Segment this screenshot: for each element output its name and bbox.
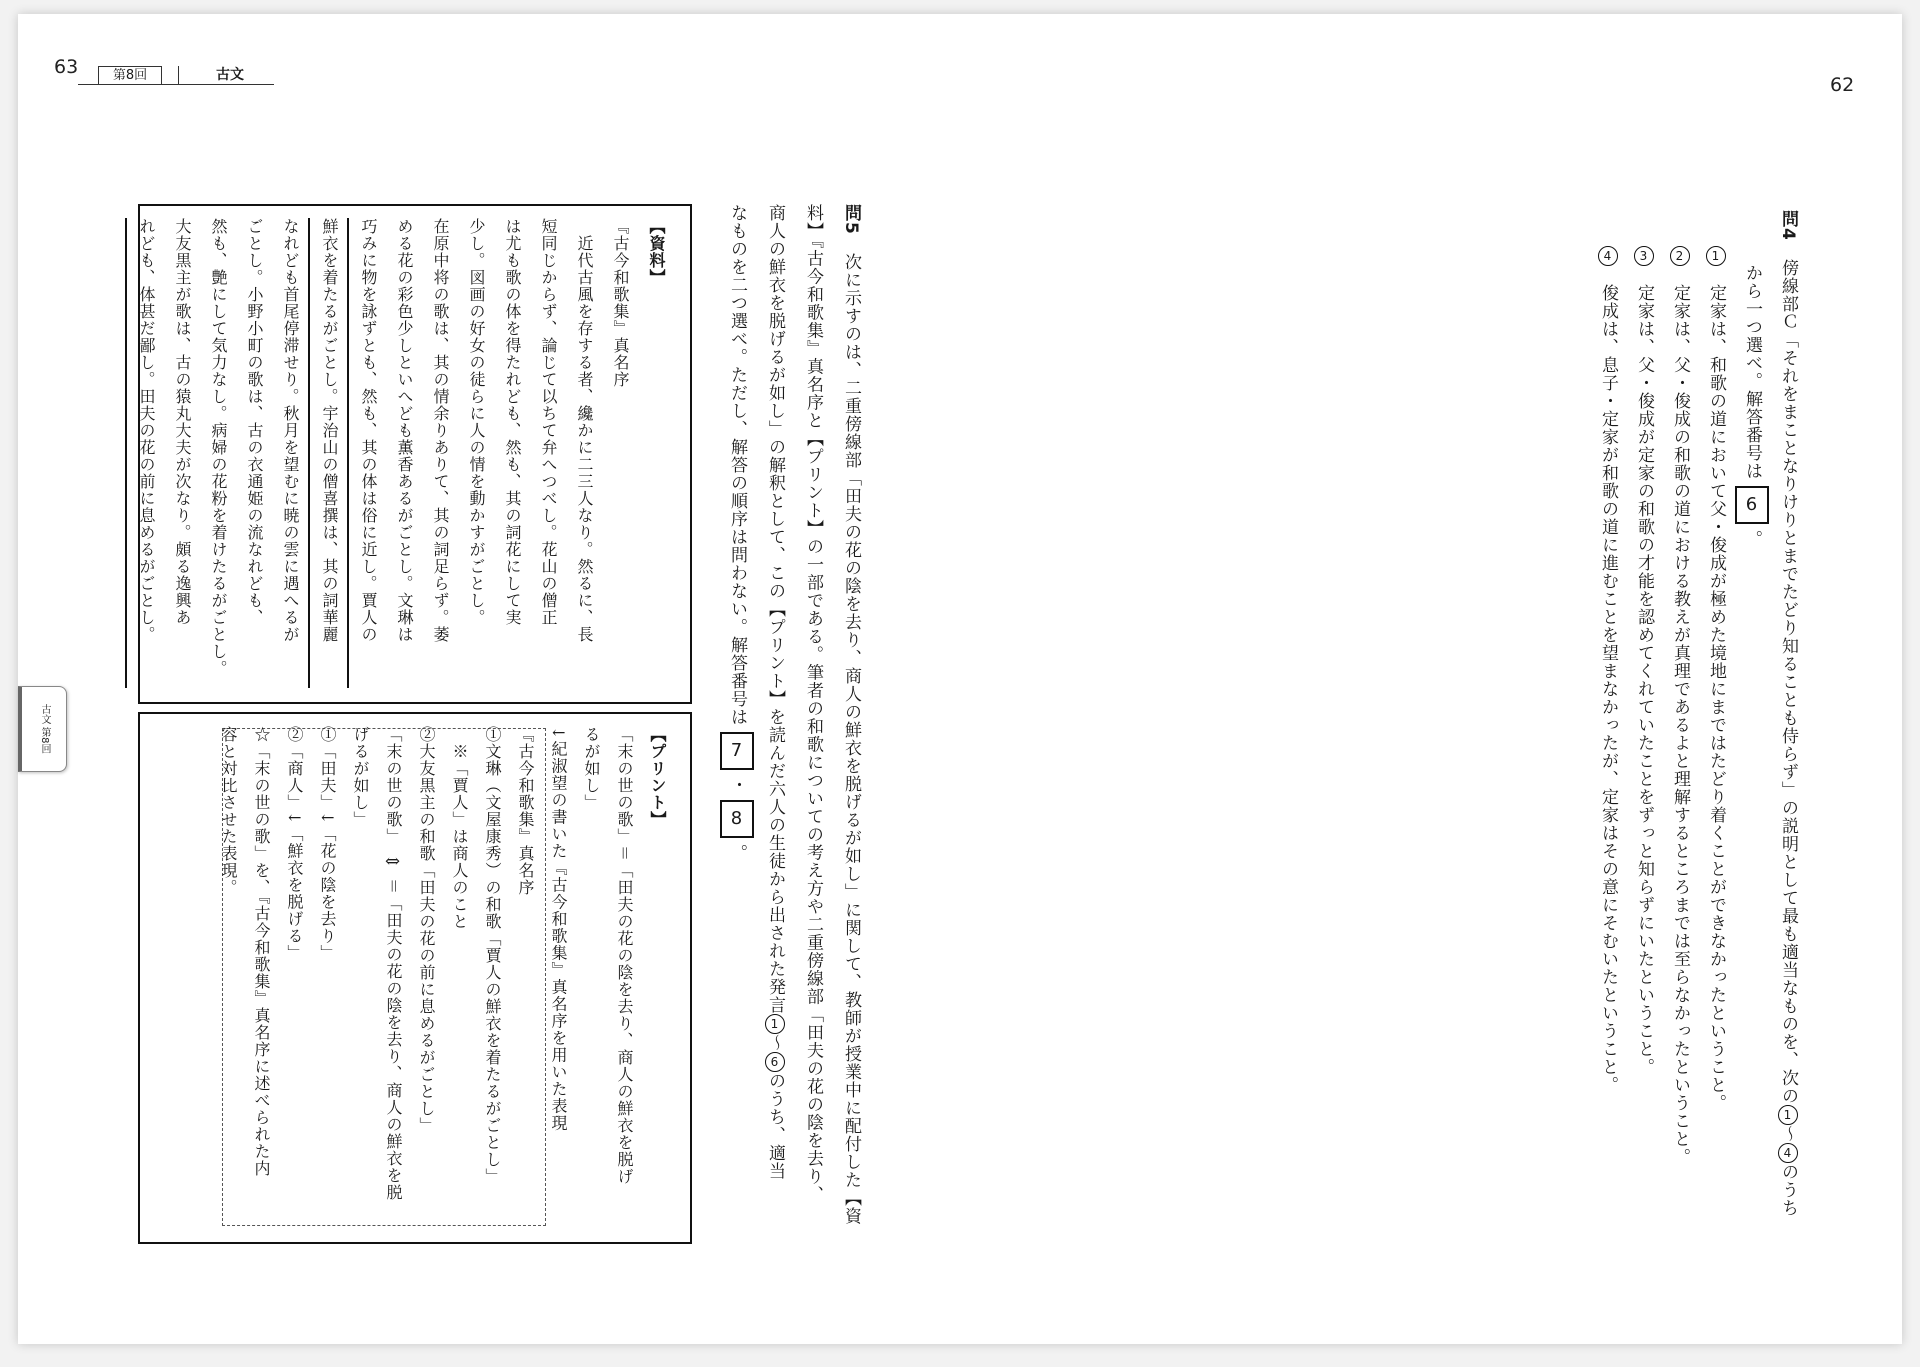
q4-choice-4[interactable] bbox=[1590, 210, 1626, 1210]
choice-text-4: 俊成は、息子・定家が和歌の道に進むことを望まなかったが、定家はその意にそむいたということ。 bbox=[1598, 284, 1618, 1094]
q5-text-4-tail: 。 bbox=[727, 844, 747, 862]
shiryo-content bbox=[137, 218, 674, 688]
print-line-12: ☆「末の世の歌」を、『古今和歌集』真名序に述べられた内 bbox=[252, 726, 271, 1177]
q5-text-1: 次に示すのは、二重傍線部「田夫の花の陰を去り、商人の鮮衣を脱げるが如し」に関して、教師が授業中に配付した【資 bbox=[841, 252, 861, 1225]
shiryo-line-9: 鮮衣を着たるがごとし。宇治山の僧喜撰は、其の詞華麗 bbox=[308, 218, 347, 688]
print-line-7: ②大友黒主の和歌「田夫の花の前に息めるがごとし」 bbox=[417, 726, 436, 1134]
choice-number-1: 1 bbox=[1706, 246, 1726, 266]
q4-range-tilde: 〜 bbox=[1778, 1124, 1798, 1143]
print-line-9: げるが如し」 bbox=[351, 726, 370, 828]
q5-range-start: 1 bbox=[765, 1014, 785, 1034]
q4-prompt-text: 傍線部Ｃ「それをまことなりけりとまでたどり知ることも侍らず」の説明として最も適当なものを、次の bbox=[1778, 258, 1798, 1105]
choice-text-2: 定家は、父・俊成の和歌の道における教えが真理であるよと理解するところまでは至らなかったということ。 bbox=[1670, 284, 1690, 1166]
q5-line-4 bbox=[718, 204, 756, 1264]
shiryo-line-5: 少し。図画の好女の徒らに人の情を動かすがごとし。 bbox=[467, 218, 486, 626]
print-line-2: るが如し」 bbox=[582, 726, 601, 811]
q5-text-3b: のうち、適当 bbox=[765, 1072, 785, 1180]
question-5 bbox=[718, 204, 870, 1264]
choice-text-1: 定家は、和歌の道において父・俊成が極めた境地にまではたどり着くことができなかったということ。 bbox=[1706, 284, 1726, 1112]
shiryo-line-10: なれども首尾停滞せり。秋月を望むに暁の雲に遇へるが bbox=[281, 218, 300, 643]
q4-prompt-tail-2: 。 bbox=[1742, 530, 1762, 548]
question-4 bbox=[1590, 210, 1806, 1217]
right-page-number: 62 bbox=[1830, 74, 1855, 96]
q5-text-3a: 商人の鮮衣を脱げるが如し」の解釈として、この【プリント】を読んだ六人の生徒から出された発言 bbox=[765, 204, 785, 1014]
choice-number-2: 2 bbox=[1670, 246, 1690, 266]
print-line-1: 「末の世の歌」＝「田夫の花の陰を去り、商人の鮮衣を脱げ bbox=[615, 726, 634, 1186]
q4-choice-1[interactable] bbox=[1698, 210, 1734, 1210]
q4-range-end: 4 bbox=[1778, 1143, 1798, 1163]
shiryo-line-13: 大友黒主が歌は、古の猿丸大夫が次なり。頗る逸興あ bbox=[173, 218, 192, 626]
q5-range-end: 6 bbox=[765, 1052, 785, 1072]
choice-number-3: 3 bbox=[1634, 246, 1654, 266]
q4-range-start: 1 bbox=[1778, 1105, 1798, 1125]
q5-line-1 bbox=[832, 204, 870, 1264]
double-arrow-icon: ⇔ bbox=[384, 851, 402, 872]
q5-text-2: 料】『古今和歌集』真名序と【プリント】の一部である。筆者の和歌についての考え方や二重傍線部「田夫の花の陰を去り、 bbox=[803, 204, 823, 1204]
book-spread bbox=[18, 14, 1902, 1344]
subject-title: 古文 bbox=[216, 67, 244, 83]
print-title: 【プリント】 bbox=[648, 726, 667, 828]
shiryo-line-1: 『古今和歌集』真名序 bbox=[611, 218, 630, 388]
shiryo-line-14: れども、体甚だ鄙し。田夫の花の前に息めるがごとし。 bbox=[125, 218, 164, 688]
q5-text-4: なものを二つ選べ。ただし、解答の順序は問わない。解答番号は bbox=[727, 204, 747, 726]
shiryo-line-12: 然も、艶にして気力なし。病婦の花粉を着けたるがごとし。 bbox=[209, 218, 228, 677]
q4-heading: 問4 bbox=[1778, 210, 1798, 241]
shiryo-line-7: める花の彩色少しといへども薫香あるがごとし。文琳は bbox=[395, 218, 414, 643]
print-line-4: 『古今和歌集』真名序 bbox=[516, 726, 535, 896]
q4-prompt-line-2 bbox=[1734, 210, 1770, 1210]
shiryo-line-4: は尤も歌の体を得たれども、然も、其の詞花にして実 bbox=[503, 218, 522, 626]
q5-heading: 問5 bbox=[841, 204, 861, 235]
choice-number-4: 4 bbox=[1598, 246, 1618, 266]
shiryo-line-6: 在原中将の歌は、其の情余りありて、其の詞足らず。萎 bbox=[431, 218, 450, 643]
session-label: 第8回 bbox=[98, 66, 162, 85]
print-line-8 bbox=[377, 726, 410, 1226]
shiryo-title: 【資料】 bbox=[647, 218, 666, 286]
print-line-13: 容と対比させた表現。 bbox=[219, 726, 238, 896]
shiryo-line-11: ごとし。小野小町の歌は、古の衣通姫の流なれども、 bbox=[245, 218, 264, 626]
shiryo-line-3: 短同じからず、論じて以ちて弁へつべし。花山の僧正 bbox=[539, 218, 558, 626]
left-page-number: 63 bbox=[54, 56, 79, 78]
print-line-6: ※「賈人」は商人のこと bbox=[450, 726, 469, 930]
print-line-5: ①文琳（文屋康秀）の和歌「賈人の鮮衣を着たるがごとし」 bbox=[483, 726, 502, 1185]
print-line-11: ②「商人」↓「鮮衣を脱げる」 bbox=[285, 726, 304, 962]
q4-answer-box[interactable]: 6 bbox=[1735, 486, 1769, 524]
shiryo-line-8: 巧みに物を詠ずとも、然も、其の体は俗に近し。賈人の bbox=[347, 218, 386, 688]
q4-prompt-line-1 bbox=[1770, 210, 1806, 1217]
q4-choice-2[interactable] bbox=[1662, 210, 1698, 1210]
print-line-8-tail: ＝「田夫の花の陰を去り、商人の鮮衣を脱 bbox=[384, 878, 403, 1202]
q5-range-tilde: 〜 bbox=[765, 1034, 785, 1052]
header-separator bbox=[178, 66, 179, 84]
q5-line-3 bbox=[756, 204, 794, 1264]
print-line-3: ↓紀淑望の書いた『古今和歌集』真名序を用いた表現 bbox=[549, 726, 568, 1132]
print-line-8-text: 「末の世の歌」 bbox=[384, 726, 403, 845]
q5-answer-box-1[interactable]: 7 bbox=[720, 732, 754, 770]
shiryo-line-2: 近代古風を存する者、纔かに二三人なり。然るに、長 bbox=[575, 218, 594, 643]
q4-prompt-text-2: から一つ選べ。解答番号は bbox=[1742, 264, 1762, 480]
print-content bbox=[150, 726, 674, 1226]
q5-line-2 bbox=[794, 204, 832, 1264]
q5-answer-separator: ・ bbox=[727, 776, 747, 794]
chapter-side-tab[interactable]: 古文 第8回 bbox=[18, 686, 67, 772]
q4-prompt-tail: のうち bbox=[1778, 1162, 1798, 1217]
q4-choice-3[interactable] bbox=[1626, 210, 1662, 1210]
choice-text-3: 定家は、父・俊成が定家の和歌の才能を認めてくれていたことをずっと知らずにいたということ。 bbox=[1634, 284, 1654, 1076]
q5-answer-box-2[interactable]: 8 bbox=[720, 800, 754, 838]
print-line-10: ①「田夫」↓「花の陰を去り」 bbox=[318, 726, 337, 962]
